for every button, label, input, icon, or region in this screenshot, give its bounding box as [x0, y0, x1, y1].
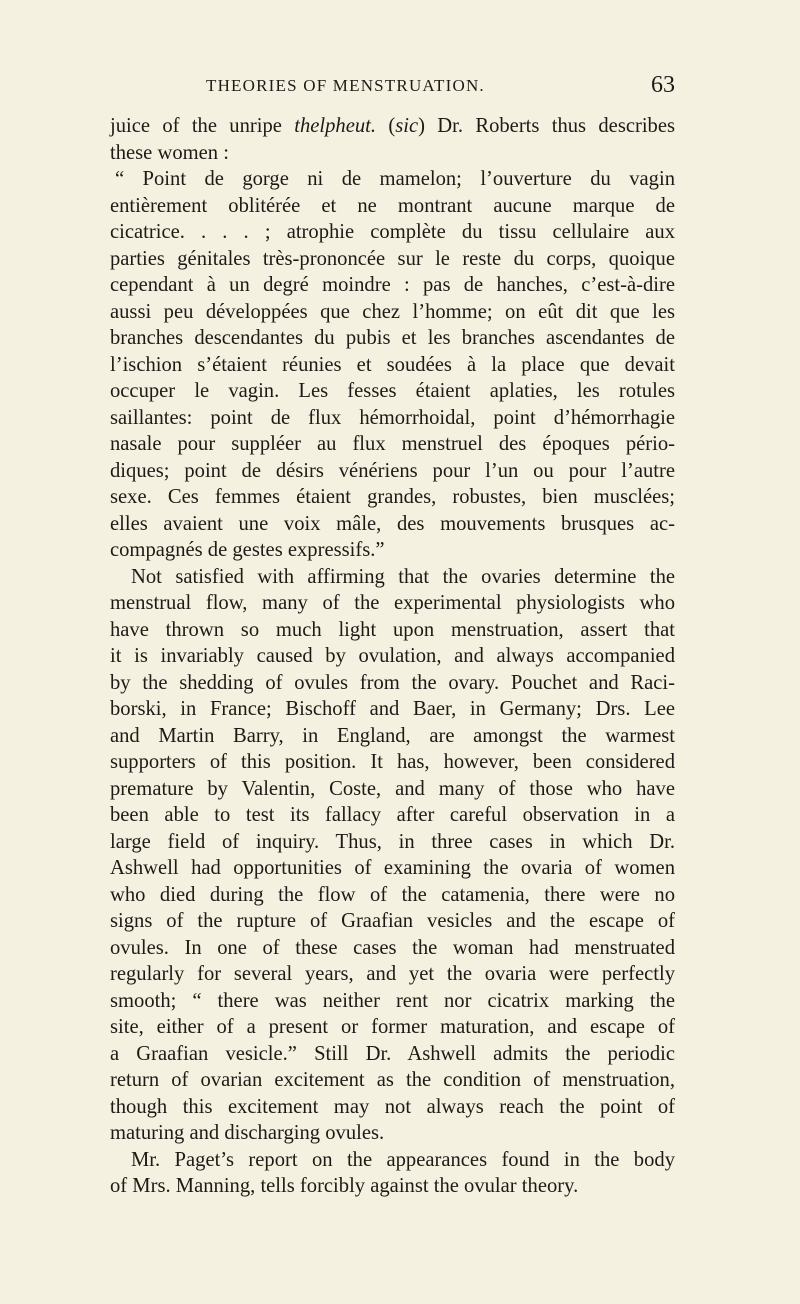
text-line: have thrown so much light upon menstruation, assert that — [110, 618, 675, 641]
paragraph-start-line: Not satisfied with affirming that the ovaries determine the — [131, 565, 675, 588]
text-line: site, either of a present or former maturation, and escape of — [110, 1016, 675, 1038]
text-line: premature by Valentin, Coste, and many of those who have — [110, 777, 675, 800]
text-line: compagnés de gestes expressifs.” — [110, 539, 385, 561]
text-line: large field of inquiry. Thus, in three cases in which Dr. — [110, 830, 675, 853]
text-line: signs of the rupture of Graafian vesicles and the escape of — [110, 910, 675, 932]
text-line: juice of the unripe thelpheut. (sic) Dr. Roberts thus describes — [110, 115, 676, 137]
text-line: return of ovarian excitement as the condition of menstruation, — [110, 1069, 675, 1091]
text-line: maturing and discharging ovules. — [110, 1122, 385, 1144]
text-line: been able to test its fallacy after careful observation in a — [110, 804, 675, 826]
text-line: Ashwell had opportunities of examining the ovaria of women — [110, 857, 675, 879]
text-line: menstrual flow, many of the experimental physiologists who — [110, 592, 675, 614]
page-number: 63 — [651, 72, 675, 98]
text-line: by the shedding of ovules from the ovary. Pouchet and Raci- — [110, 671, 675, 694]
text-line: a Graafian vesicle.” Still Dr. Ashwell admits the periodic — [110, 1042, 675, 1065]
text-line: supporters of this position. It has, however, been considered — [110, 751, 675, 773]
text-line: cependant à un degré moindre : pas de hanches, c’est-à-dire — [110, 274, 675, 296]
text-line: l’ischion s’étaient réunies et soudées à la place que devait — [110, 353, 675, 376]
text-line: entièrement oblitérée et ne montrant aucune marque de — [110, 194, 675, 217]
text-line: smooth; “ there was neither rent nor cicatrix marking the — [110, 989, 675, 1012]
running-head — [110, 72, 675, 106]
text-line: aussi peu développées que chez l’homme; on eût dit que les — [110, 300, 675, 323]
text-line: occuper le vagin. Les fesses étaient aplaties, les rotules — [110, 380, 675, 402]
text-line: borski, in France; Bischoff and Baer, in Germany; Drs. Lee — [110, 698, 675, 720]
text-line: parties génitales très-prononcée sur le reste du corps, quoique — [110, 247, 675, 270]
text-line: diques; point de désirs vénériens pour l’un ou pour l’autre — [110, 459, 675, 482]
text-line: regularly for several years, and yet the ovaria were perfectly — [110, 963, 675, 985]
text-line: though this excitement may not always reach the point of — [110, 1095, 675, 1118]
text-line: sexe. Ces femmes étaient grandes, robustes, bien musclées; — [110, 486, 675, 508]
text-line: of Mrs. Manning, tells forcibly against the ovular theory. — [110, 1175, 579, 1197]
text-line: elles avaient une voix mâle, des mouvements brusques ac- — [110, 512, 675, 535]
text-line: nasale pour suppléer au flux menstruel des époques pério- — [110, 433, 675, 455]
text-line: branches descendantes du pubis et les branches ascendantes de — [110, 327, 675, 349]
text-line: who died during the flow of the catamenia, there were no — [110, 883, 675, 906]
text-line: and Martin Barry, in England, are amongst the warmest — [110, 724, 675, 747]
running-title: THEORIES OF MENSTRUATION. — [206, 76, 485, 95]
paragraph-start-line: Mr. Paget’s report on the appearances found in the body — [131, 1148, 675, 1171]
quote-start-line: “ Point de gorge ni de mamelon; l’ouverture du vagin — [115, 168, 675, 190]
body-text — [110, 113, 675, 1200]
text-line: it is invariably caused by ovulation, and always accompanied — [110, 645, 675, 667]
text-line: these women : — [110, 141, 229, 164]
text-line: saillantes: point de flux hémorrhoidal, point d’hémorrhagie — [110, 406, 675, 429]
text-line: ovules. In one of these cases the woman had menstruated — [110, 936, 675, 959]
text-line: cicatrice. . . . ; atrophie complète du tissu cellulaire aux — [110, 221, 675, 243]
